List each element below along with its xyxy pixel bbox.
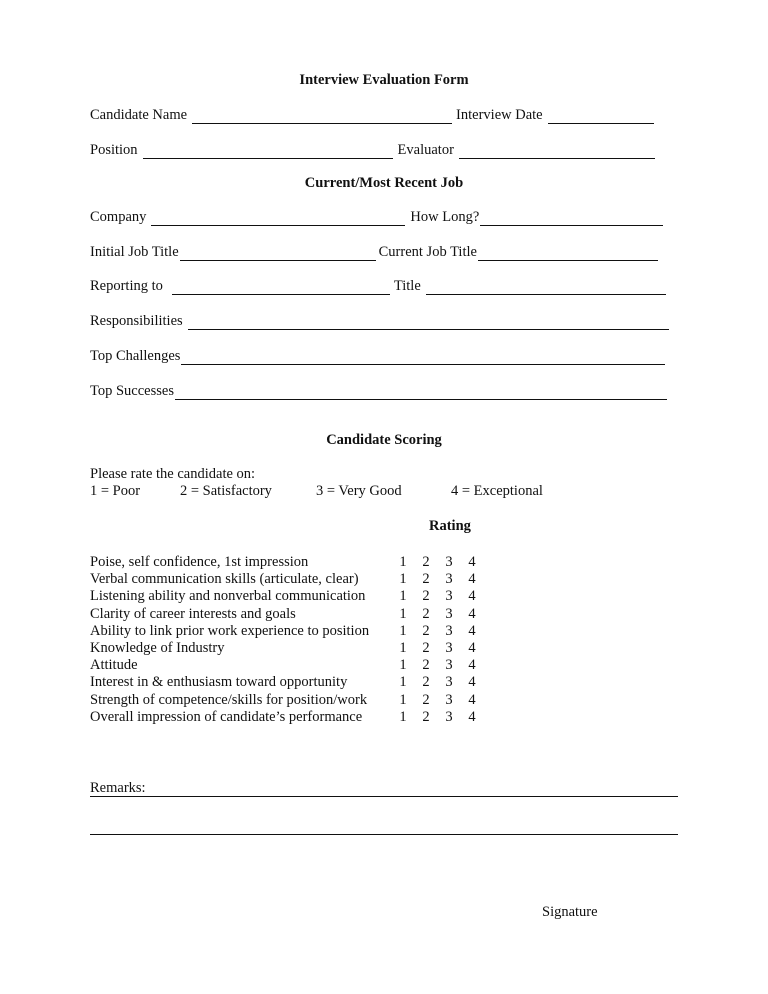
initial-job-title-field[interactable] [180,246,376,261]
criterion-row [90,640,510,657]
rating-option-4[interactable]: 4 [468,691,476,708]
rating-option-1[interactable]: 1 [399,571,407,588]
rating-option-3[interactable]: 3 [445,691,453,708]
rating-option-1[interactable]: 1 [399,554,407,570]
rating-option-4[interactable]: 4 [468,674,476,691]
criterion-row [90,692,510,709]
rate-instruction: Please rate the candidate on: [90,466,256,482]
rating-header: Rating [429,518,471,534]
rating-option-1[interactable]: 1 [399,639,407,656]
rating-option-1[interactable]: 1 [399,691,407,708]
rating-option-2[interactable]: 2 [422,588,430,605]
rating-option-2[interactable]: 2 [422,554,430,570]
scale-item-3: 3 = Very Good [316,483,402,499]
criterion-row [90,571,510,588]
criterion-row [90,623,510,640]
rating-option-3[interactable]: 3 [445,588,453,605]
rating-option-3[interactable]: 3 [445,571,453,588]
top-successes-row [90,380,667,400]
candidate-row [90,104,654,124]
rating-option-4[interactable]: 4 [468,657,476,674]
criterion-label: Verbal communication skills (articulate, clear) [90,571,359,588]
job-title-row [90,241,658,261]
criterion-label: Listening ability and nonverbal communication [90,588,366,605]
title-label: Title [393,278,421,294]
remarks-line-2[interactable] [90,834,678,835]
scale-item-1: 1 = Poor [90,483,141,499]
position-field[interactable] [143,144,393,159]
position-row [90,139,655,159]
criterion-label: Overall impression of candidate’s performance [90,708,363,725]
rating-option-4[interactable]: 4 [468,639,476,656]
company-field[interactable] [151,211,405,226]
criterion-label: Strength of competence/skills for position/work [90,691,368,708]
rating-option-4[interactable]: 4 [468,605,476,622]
rating-option-1[interactable]: 1 [399,708,407,725]
top-successes-label: Top Successes [90,383,174,399]
criterion-label: Knowledge of Industry [90,639,225,656]
criterion-label: Interest in & enthusiasm toward opportunity [90,674,348,691]
reporting-row [90,275,666,295]
rating-option-1[interactable]: 1 [399,674,407,691]
interview-date-label: Interview Date [456,107,543,123]
current-job-title-label: Current Job Title [378,244,477,260]
rating-option-4[interactable]: 4 [468,571,476,588]
candidate-name-field[interactable] [192,109,452,124]
rating-option-1[interactable]: 1 [399,657,407,674]
company-row [90,206,663,226]
rating-option-4[interactable]: 4 [468,554,476,570]
criterion-row [90,606,510,623]
scale-item-4: 4 = Exceptional [451,483,543,499]
signature-label: Signature [542,904,598,920]
responsibilities-label: Responsibilities [90,313,183,329]
criterion-row [90,657,510,674]
rating-option-3[interactable]: 3 [445,639,453,656]
criterion-label: Clarity of career interests and goals [90,605,296,622]
remarks-label: Remarks: [90,780,146,796]
candidate-name-label: Candidate Name [90,107,188,123]
how-long-label: How Long? [410,209,480,225]
initial-job-title-label: Initial Job Title [90,244,179,260]
section-title-current-job: Current/Most Recent Job [304,175,464,191]
evaluator-label: Evaluator [397,142,454,158]
criterion-row [90,588,510,605]
interview-date-field[interactable] [548,109,654,124]
reporting-to-label: Reporting to [90,278,163,294]
rating-option-2[interactable]: 2 [422,657,430,674]
title-field[interactable] [426,280,666,295]
section-title-scoring: Candidate Scoring [326,432,442,448]
rating-option-4[interactable]: 4 [468,708,476,725]
rating-option-4[interactable]: 4 [468,588,476,605]
rating-option-4[interactable]: 4 [468,622,476,639]
rating-option-1[interactable]: 1 [399,605,407,622]
rating-option-2[interactable]: 2 [422,571,430,588]
top-challenges-row [90,345,665,365]
rating-option-2[interactable]: 2 [422,708,430,725]
evaluator-field[interactable] [459,144,655,159]
rating-option-3[interactable]: 3 [445,657,453,674]
rating-option-2[interactable]: 2 [422,674,430,691]
responsibilities-field[interactable] [188,315,669,330]
rating-option-3[interactable]: 3 [445,554,453,570]
criteria-list [90,554,510,726]
position-label: Position [90,142,138,158]
scale-item-2: 2 = Satisfactory [180,483,272,499]
rating-option-1[interactable]: 1 [399,588,407,605]
top-challenges-label: Top Challenges [90,348,181,364]
criterion-row [90,554,510,571]
rating-option-3[interactable]: 3 [445,708,453,725]
criterion-label: Poise, self confidence, 1st impression [90,554,309,570]
criterion-label: Attitude [90,657,138,674]
criterion-row [90,674,510,691]
responsibilities-row [90,310,669,330]
rating-option-2[interactable]: 2 [422,691,430,708]
remarks-line-1[interactable] [90,796,678,797]
current-job-title-field[interactable] [478,246,658,261]
rating-option-2[interactable]: 2 [422,622,430,639]
rating-option-1[interactable]: 1 [399,622,407,639]
criterion-row [90,709,510,726]
top-challenges-field[interactable] [181,350,665,365]
rating-option-3[interactable]: 3 [445,674,453,691]
rating-scale [90,483,590,501]
how-long-field[interactable] [480,211,663,226]
company-label: Company [90,209,147,225]
rating-option-2[interactable]: 2 [422,605,430,622]
top-successes-field[interactable] [175,385,667,400]
rating-option-3[interactable]: 3 [445,622,453,639]
rating-option-2[interactable]: 2 [422,639,430,656]
reporting-to-field[interactable] [172,280,390,295]
rating-option-3[interactable]: 3 [445,605,453,622]
form-title: Interview Evaluation Form [299,72,469,88]
criterion-label: Ability to link prior work experience to position [90,622,370,639]
